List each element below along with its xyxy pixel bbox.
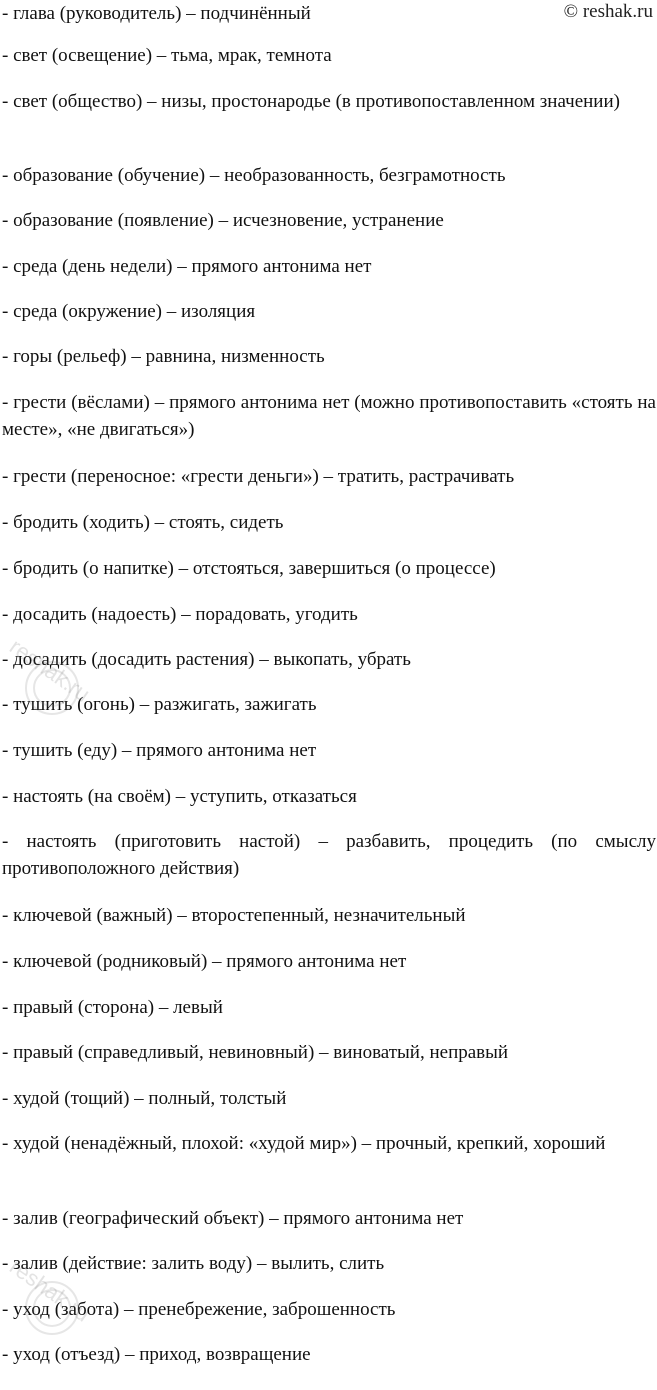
list-item: - залив (действие: залить воду) – вылить, слить [2, 1253, 385, 1274]
list-item: - правый (сторона) – левый [2, 997, 223, 1018]
list-item: - тушить (еду) – прямого антонима нет [2, 740, 317, 761]
svg-text:reshak.ru: reshak.ru [5, 1253, 95, 1327]
list-item: - свет (освещение) – тьма, мрак, темнота [2, 45, 332, 66]
list-item: - правый (справедливый, невиновный) – виноватый, неправый [2, 1042, 509, 1063]
list-item: - бродить (ходить) – стоять, сидеть [2, 512, 284, 533]
list-item: - горы (рельеф) – равнина, низменность [2, 346, 325, 367]
list-item: - ключевой (важный) – второстепенный, незначительный [2, 905, 466, 926]
list-item: - грести (переносное: «грести деньги») – тратить, растрачивать [2, 466, 515, 487]
list-item: - уход (отъезд) – приход, возвращение [2, 1344, 311, 1365]
list-item: - настоять (на своём) – уступить, отказаться [2, 786, 357, 807]
list-item: - худой (тощий) – полный, толстый [2, 1088, 287, 1109]
list-item: - среда (окружение) – изоляция [2, 301, 256, 322]
list-item: - настоять (приготовить настой) – разбавить, процедить (по смыслу противоположного действия) [2, 831, 656, 879]
list-item: - ключевой (родниковый) – прямого антонима нет [2, 951, 407, 972]
list-item: - худой (ненадёжный, плохой: «худой мир») – прочный, крепкий, хороший [2, 1133, 606, 1154]
list-item: - грести (вёслами) – прямого антонима нет (можно противопоставить «стоять на месте», «не двигаться») [2, 392, 656, 440]
list-item: - образование (появление) – исчезновение, устранение [2, 210, 444, 231]
svg-text:reshak.ru: reshak.ru [5, 633, 95, 707]
list-item: - среда (день недели) – прямого антонима нет [2, 256, 372, 277]
list-item: - досадить (надоесть) – порадовать, угодить [2, 604, 358, 625]
list-item: - глава (руководитель) – подчинённый [2, 3, 311, 24]
list-item: - тушить (огонь) – разжигать, зажигать [2, 694, 317, 715]
list-item: - досадить (досадить растения) – выкопать, убрать [2, 649, 411, 670]
list-item: - залив (географический объект) – прямого антонима нет [2, 1208, 464, 1229]
list-item: - уход (забота) – пренебрежение, заброшенность [2, 1299, 396, 1320]
list-item: - образование (обучение) – необразованность, безграмотность [2, 165, 506, 186]
list-item: - свет (общество) – низы, простонародье (в противопоставленном значении) [2, 91, 620, 112]
list-item: - бродить (о напитке) – отстояться, завершиться (о процессе) [2, 558, 496, 579]
site-watermark: © reshak.ru [563, 1, 653, 22]
